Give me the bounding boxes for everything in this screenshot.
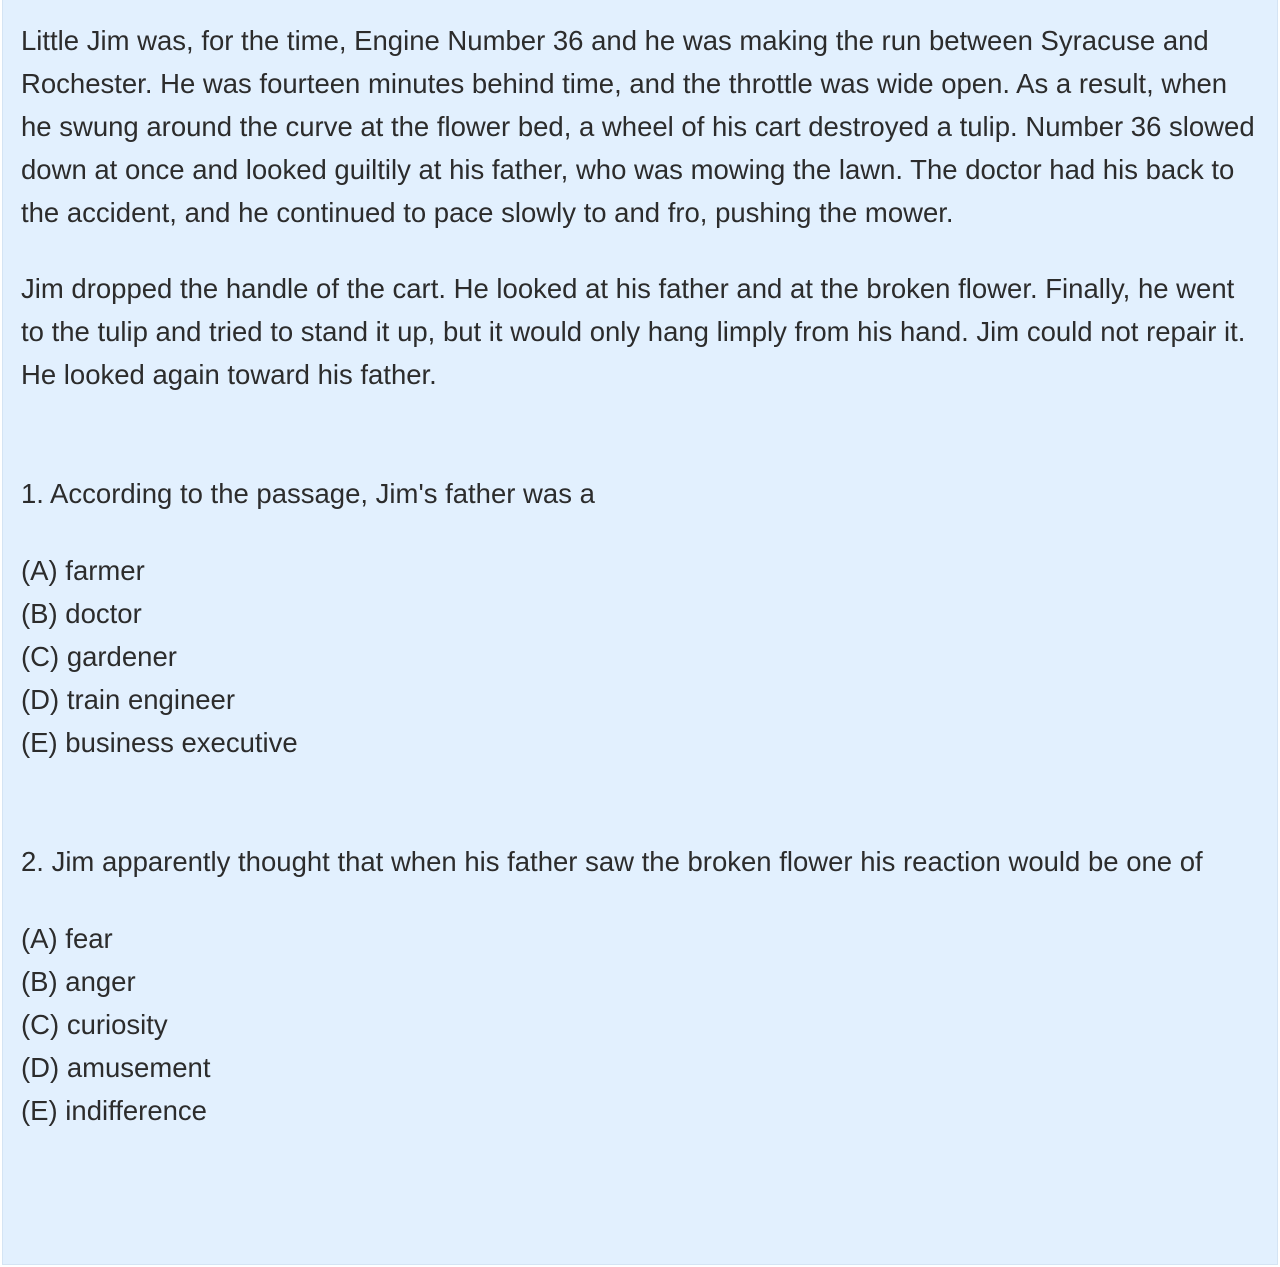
- spacer: [21, 764, 1261, 840]
- question-1-option-e: (E) business executive: [21, 727, 298, 758]
- spacer: [21, 234, 1261, 267]
- passage-paragraph-1: Little Jim was, for the time, Engine Number 36 and he was making the run between Syracuse and Rochester. He was fourteen minutes behind time, and the throttle was wide open. As a result, when he swung around the curve at the flower bed, a wheel of his cart destroyed a tulip. Number 36 slowed down at once and looked guiltily at his father, who was mowing the lawn. The doctor had his back to the accident, and he continued to pace slowly to and fro, pushing the mower.: [21, 25, 1255, 228]
- passage-paragraph-2: Jim dropped the handle of the cart. He looked at his father and at the broken flower. Finally, he went to the tulip and tried to stand it up, but it would only hang limply from his hand. Jim could not repair it. He looked again toward his father.: [21, 273, 1246, 390]
- question-1-options: [21, 549, 1261, 764]
- question-1-option-b: (B) doctor: [21, 598, 142, 629]
- question-1: [21, 472, 1261, 764]
- question-2: [21, 840, 1261, 1132]
- question-1-prompt: 1. According to the passage, Jim's father was a: [21, 478, 595, 509]
- question-1-option-a: (A) farmer: [21, 555, 145, 586]
- question-1-option-d: (D) train engineer: [21, 684, 235, 715]
- question-2-prompt: 2. Jim apparently thought that when his father saw the broken flower his reaction would be one of: [21, 846, 1203, 877]
- question-1-option-c: (C) gardener: [21, 641, 177, 672]
- spacer: [21, 515, 1261, 549]
- question-2-option-a: (A) fear: [21, 923, 113, 954]
- passage-and-questions: [21, 19, 1261, 1132]
- question-2-options: [21, 917, 1261, 1132]
- content-panel: [2, 0, 1278, 1265]
- question-2-option-e: (E) indifference: [21, 1095, 207, 1126]
- spacer: [21, 396, 1261, 472]
- question-2-option-c: (C) curiosity: [21, 1009, 168, 1040]
- question-2-option-d: (D) amusement: [21, 1052, 211, 1083]
- question-2-option-b: (B) anger: [21, 966, 136, 997]
- spacer: [21, 883, 1261, 917]
